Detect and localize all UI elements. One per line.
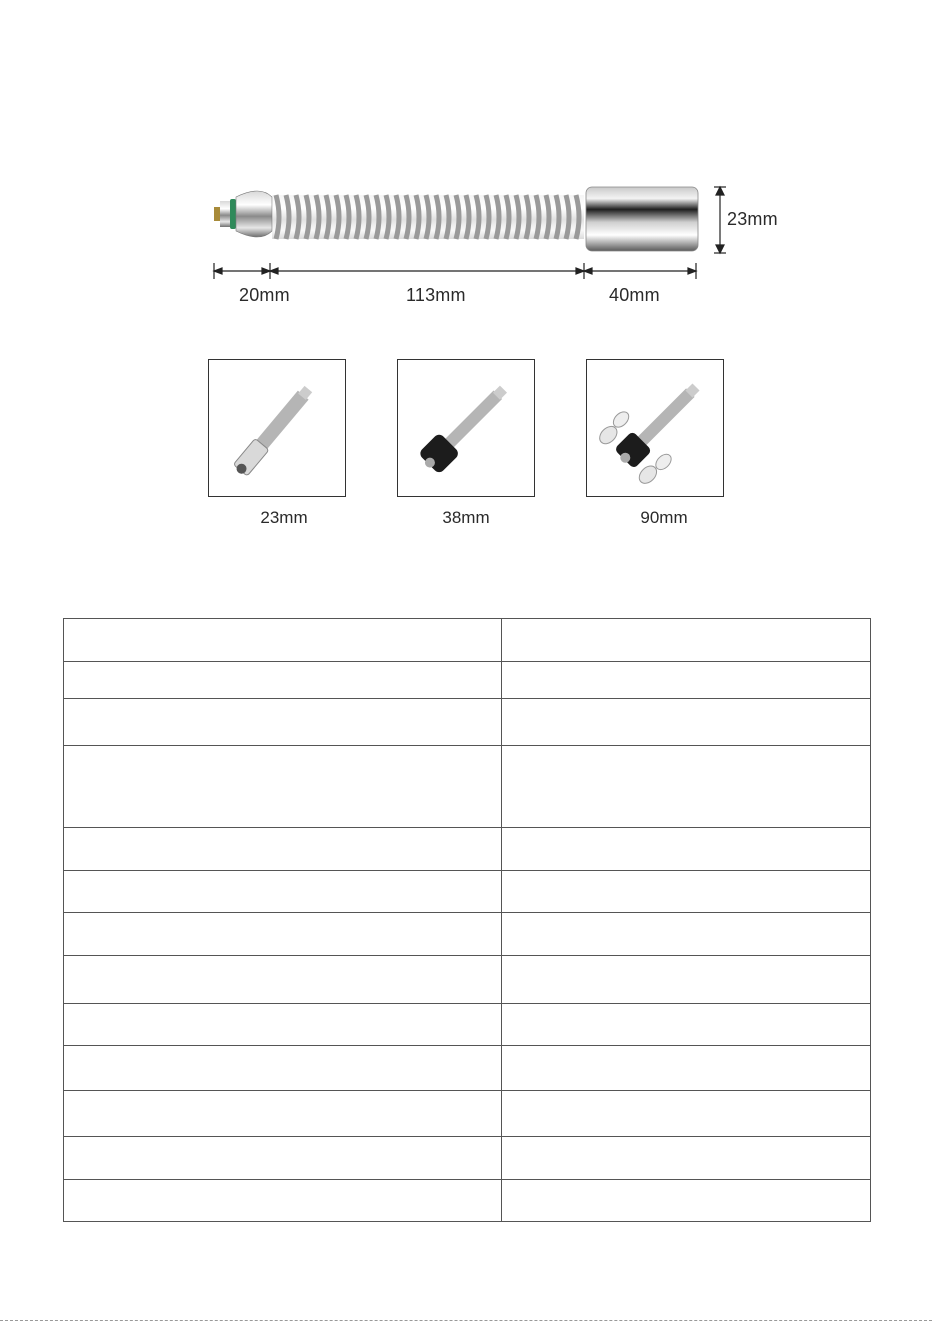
connector-pins: [214, 201, 230, 227]
variant-thumbnail-23mm: [208, 359, 346, 497]
spec-name-cell: [64, 913, 502, 956]
spec-value-cell: [502, 1090, 871, 1136]
page-bottom-divider: [0, 1320, 932, 1321]
camera-38mm-image: [398, 360, 534, 496]
table-row: [64, 619, 871, 662]
head-length-label: 40mm: [609, 285, 660, 305]
diameter-label: 23mm: [727, 209, 778, 229]
spec-name-cell: [64, 746, 502, 828]
spec-value-cell: [502, 1136, 871, 1179]
camera-90mm-image: [587, 360, 723, 496]
variant-label-38mm: 38mm: [442, 508, 490, 527]
spec-name-cell: [64, 1179, 502, 1221]
table-row: [64, 1090, 871, 1136]
spec-value-cell: [502, 1003, 871, 1045]
table-row: [64, 913, 871, 956]
spec-name-cell: [64, 1136, 502, 1179]
table-row: [64, 1179, 871, 1221]
spec-value-cell: [502, 956, 871, 1003]
camera-head-diagram: [200, 175, 800, 315]
table-row: [64, 1003, 871, 1045]
o-ring: [230, 199, 236, 229]
spec-value-cell: [502, 1045, 871, 1090]
table-row: [64, 662, 871, 699]
table-row: [64, 1045, 871, 1090]
connector-body: [236, 191, 272, 237]
spec-name-cell: [64, 619, 502, 662]
spec-name-cell: [64, 699, 502, 746]
table-row: [64, 746, 871, 828]
spec-name-cell: [64, 956, 502, 1003]
spec-name-cell: [64, 1090, 502, 1136]
spec-name-cell: [64, 1045, 502, 1090]
spec-table: [63, 618, 871, 1222]
table-row: [64, 699, 871, 746]
spec-value-cell: [502, 828, 871, 871]
variant-label-90mm: 90mm: [640, 508, 688, 527]
spec-value-cell: [502, 1179, 871, 1221]
spec-value-cell: [502, 619, 871, 662]
table-row: [64, 956, 871, 1003]
variant-thumbnail-90mm: [586, 359, 724, 497]
variant-label-23mm: 23mm: [260, 508, 308, 527]
spec-value-cell: [502, 746, 871, 828]
spec-name-cell: [64, 871, 502, 913]
camera-head: [586, 187, 698, 251]
table-row: [64, 1136, 871, 1179]
spec-value-cell: [502, 662, 871, 699]
table-row: [64, 828, 871, 871]
spring: [272, 195, 584, 239]
spec-name-cell: [64, 828, 502, 871]
spec-name-cell: [64, 1003, 502, 1045]
spec-value-cell: [502, 871, 871, 913]
camera-23mm-image: [209, 360, 345, 496]
spec-name-cell: [64, 662, 502, 699]
connector-length-label: 20mm: [239, 285, 290, 305]
spec-value-cell: [502, 699, 871, 746]
spring-length-label: 113mm: [406, 285, 466, 305]
variant-thumbnail-38mm: [397, 359, 535, 497]
table-row: [64, 871, 871, 913]
spec-value-cell: [502, 913, 871, 956]
